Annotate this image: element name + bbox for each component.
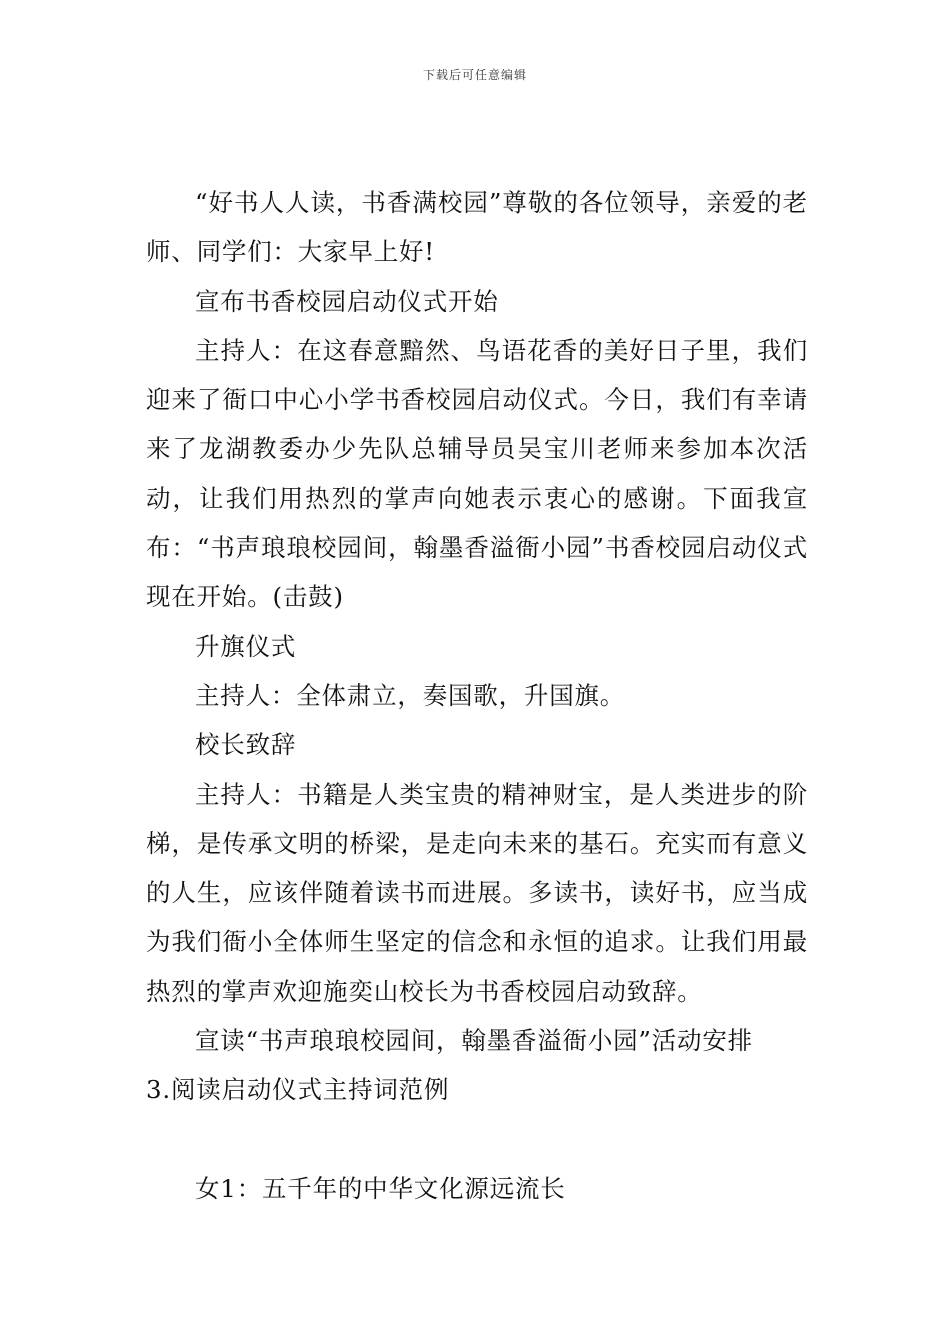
paragraph-female-host-1: 女1：五千年的中华文化源远流长 — [195, 1173, 566, 1203]
paragraph-flag-ceremony: 升旗仪式 — [195, 631, 297, 661]
paragraph-read-schedule: 宣读“书声琅琅校园间，翰墨香溢衙小园”活动安排 — [195, 1026, 753, 1056]
paragraph-announce-start: 宣布书香校园启动仪式开始 — [195, 286, 499, 316]
document-body — [146, 178, 808, 1213]
paragraph-host-opening: 主持人：在这春意黯然、鸟语花香的美好日子里，我们迎来了衙口中心小学书香校园启动仪式。今日，我们有幸请来了龙湖教委办少先队总辅导员吴宝川老师来参加本次活动，让我们用热烈的掌声向她表示衷心的感谢。下面我宣布：“书声琅琅校园间，翰墨香溢衙小园”书香校园启动仪式现在开始。(击鼓) — [146, 335, 808, 612]
paragraph-host-anthem: 主持人：全体肃立，奏国歌，升国旗。 — [195, 680, 626, 710]
paragraph-greeting: “好书人人读，书香满校园”尊敬的各位领导，亲爱的老师、同学们：大家早上好! — [146, 188, 808, 267]
paragraph-principal-speech: 校长致辞 — [195, 730, 297, 760]
section-heading: 3.阅读启动仪式主持词范例 — [146, 1075, 450, 1105]
page-header-note: 下载后可任意编辑 — [422, 68, 527, 82]
paragraph-host-books: 主持人：书籍是人类宝贵的精神财宝，是人类进步的阶梯，是传承文明的桥梁，是走向未来的基石。充实而有意义的人生，应该伴随着读书而进展。多读书，读好书，应当成为我们衙小全体师生坚定的信念和永恒的追求。让我们用最热烈的掌声欢迎施奕山校长为书香校园启动致辞。 — [146, 779, 808, 1006]
blank-line — [146, 1115, 808, 1164]
